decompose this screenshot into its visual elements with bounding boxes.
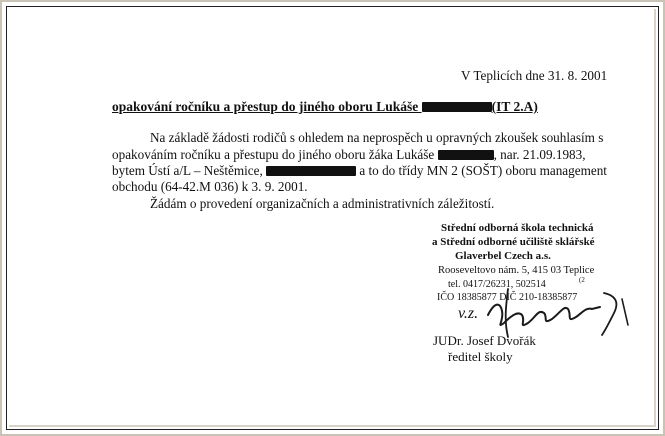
stamp-line-5: tel. 0417/26231, 502514	[448, 279, 546, 290]
stamp-line-6: IČO 18385877 DIČ 210-18385877	[437, 292, 578, 303]
body-line-4: obchodu (64-42.M 036) k 3. 9. 2001.	[112, 179, 308, 194]
stamp-line-2: a Střední odborné učiliště sklářské	[432, 236, 595, 248]
letter-subject	[112, 99, 538, 115]
body-line-2-b: , nar. 21.09.1983,	[493, 147, 586, 162]
stamp-mark: (2	[579, 276, 585, 284]
letter-date: V Teplicích dne 31. 8. 2001	[461, 68, 608, 83]
body-line-3	[112, 163, 607, 179]
body-line-2	[112, 147, 586, 163]
signature-prefix: v.z.	[458, 305, 479, 322]
body-line-3-b: a to do třídy MN 2 (SOŠT) oboru management	[356, 163, 607, 178]
stamp-line-4: Rooseveltovo nám. 5, 415 03 Teplice	[438, 265, 595, 276]
signatory-role: ředitel školy	[448, 349, 513, 364]
body-paragraph-2: Žádám o provedení organizačních a administrativních záležitostí.	[150, 196, 495, 211]
redacted-surname-2	[438, 150, 494, 160]
redacted-address	[266, 166, 356, 176]
signatory-name: JUDr. Josef Dvořák	[433, 333, 536, 348]
stamp-line-1: Střední odborná škola technická	[441, 222, 594, 234]
body-line-3-a: bytem Ústí a/L – Neštěmice,	[112, 163, 267, 178]
redacted-surname	[422, 102, 492, 112]
subject-class: (IT 2.A)	[491, 99, 538, 114]
body-line-2-a: opakováním ročníku a přestupu do jiného oboru žáka Lukáše	[112, 147, 438, 162]
subject-text: opakování ročníku a přestup do jiného oboru Lukáše	[112, 99, 422, 114]
body-line-1: Na základě žádosti rodičů s ohledem na neprospěch u opravných zkoušek souhlasím s	[150, 130, 604, 145]
stamp-line-3: Glaverbel Czech a.s.	[455, 250, 551, 262]
